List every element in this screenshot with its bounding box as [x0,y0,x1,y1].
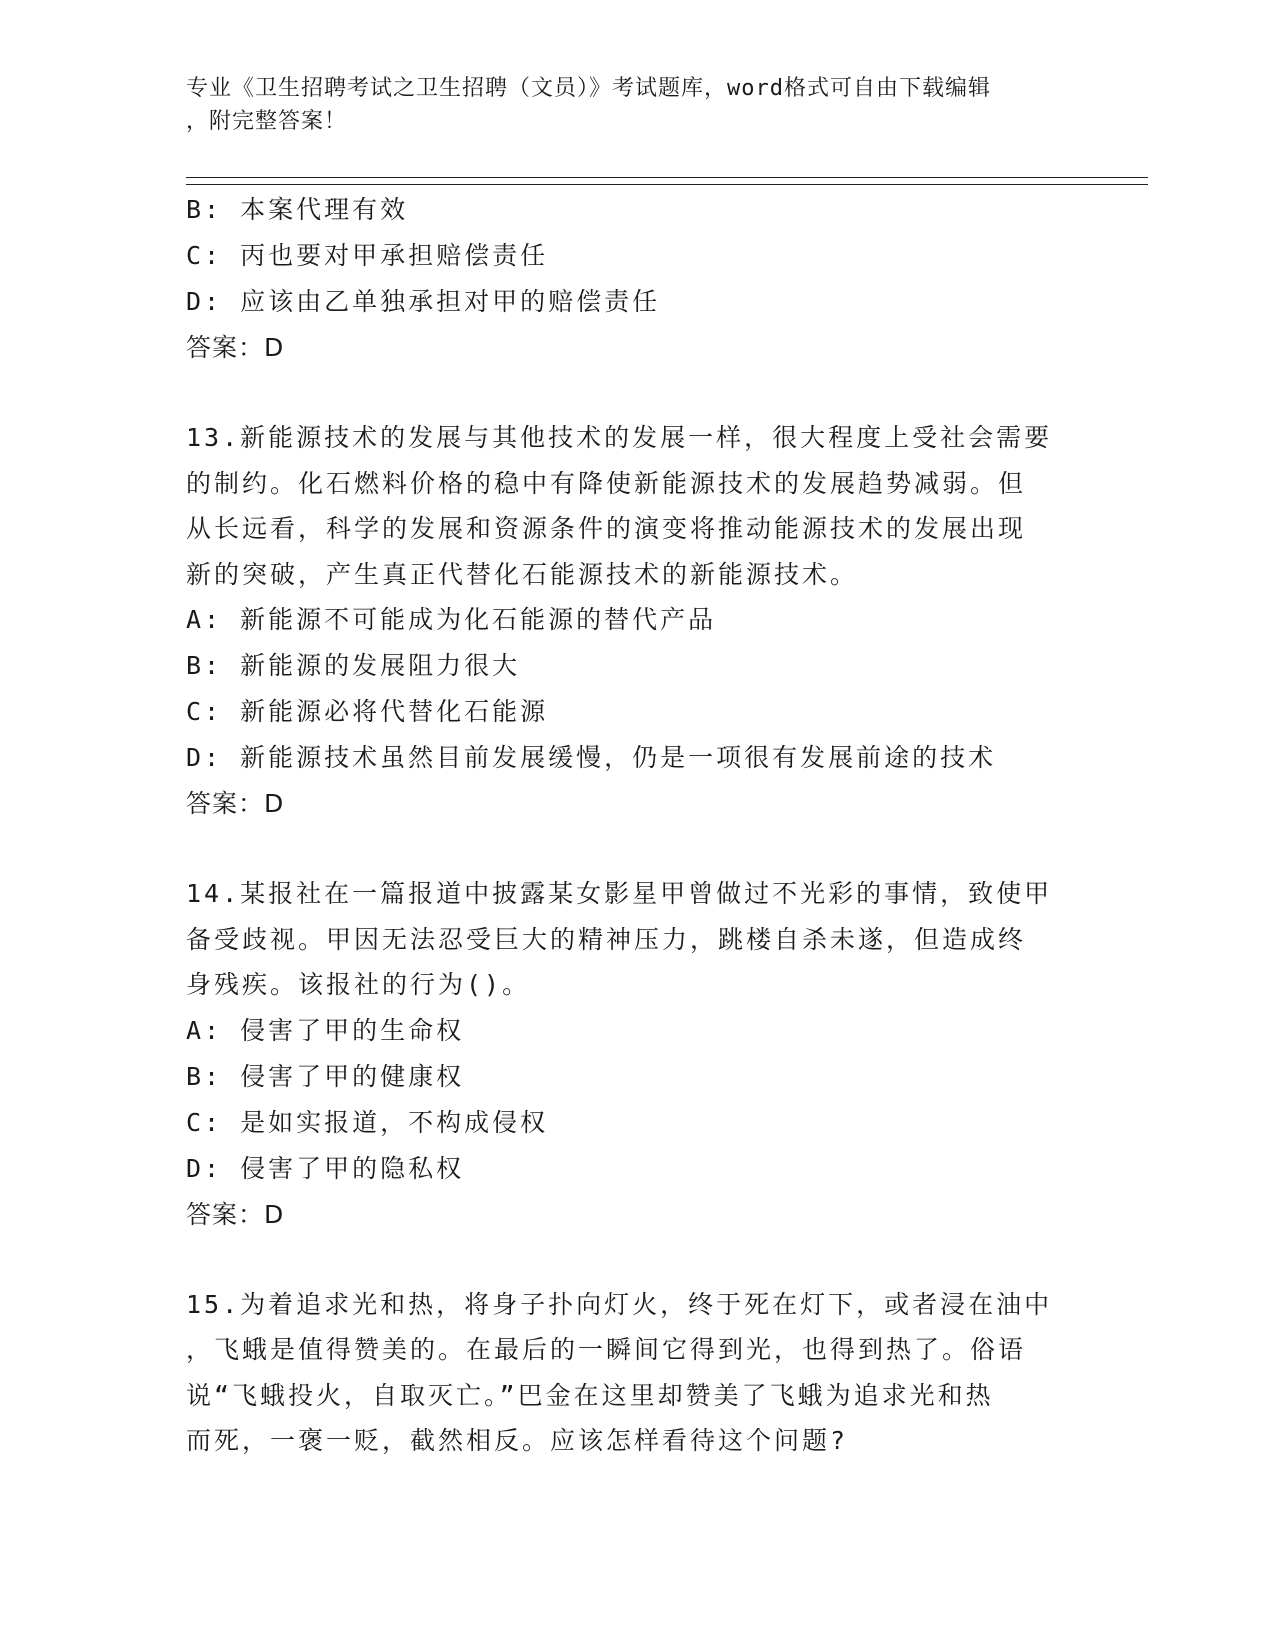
question-stem-line: 从长远看，科学的发展和资源条件的演变将推动能源技术的发展出现 [186,514,1027,543]
option-d: D: 侵害了甲的隐私权 [186,1153,465,1183]
answer-line: 答案：D [186,333,285,362]
option-c: C: 是如实报道，不构成侵权 [186,1107,549,1137]
question-stem-line: 14.某报社在一篇报道中披露某女影星甲曾做过不光彩的事情，致使甲 [186,879,1053,908]
question-stem-line: 说“飞蛾投火，自取灭亡。”巴金在这里却赞美了飞蛾为追求光和热 [186,1380,994,1410]
question-14 [186,871,1086,1238]
question-15 [186,1282,1086,1464]
option-d: D: 新能源技术虽然目前发展缓慢，仍是一项很有发展前途的技术 [186,743,997,772]
header-rule-top [186,177,1148,178]
question-stem-line: 13.新能源技术的发展与其他技术的发展一样，很大程度上受社会需要 [186,423,1053,452]
option-c: C: 新能源必将代替化石能源 [186,697,549,726]
header-rule-bottom [186,184,1148,185]
question-stem-line: 新的突破，产生真正代替化石能源技术的新能源技术。 [186,559,859,589]
question-content [186,187,1086,1464]
option-b: B: 本案代理有效 [186,195,409,224]
option-d: D: 应该由乙单独承担对甲的赔偿责任 [186,287,661,316]
question-stem-line: 身残疾。该报社的行为()。 [186,970,531,999]
option-c: C: 丙也要对甲承担赔偿责任 [186,241,549,270]
question-stem-line: 15.为着追求光和热，将身子扑向灯火，终于死在灯下，或者浸在油中 [186,1289,1053,1319]
question-stem-line: 而死，一褒一贬，截然相反。应该怎样看待这个问题? [186,1426,849,1455]
document-header [186,72,1066,138]
question-stem-line: 备受歧视。甲因无法忍受巨大的精神压力，跳楼自杀未遂，但造成终 [186,924,1027,954]
header-line-1: 专业《卫生招聘考试之卫生招聘（文员）》考试题库，word格式可自由下载编辑 [186,76,991,101]
question-13 [186,415,1086,827]
option-a: A: 侵害了甲的生命权 [186,1015,465,1045]
question-12-options [186,187,1086,371]
option-b: B: 侵害了甲的健康权 [186,1061,465,1091]
answer-line: 答案：D [186,1199,285,1229]
header-line-2: ，附完整答案！ [186,109,348,134]
question-stem-line: ，飞蛾是值得赞美的。在最后的一瞬间它得到光，也得到热了。俗语 [186,1335,1027,1364]
question-stem-line: 的制约。化石燃料价格的稳中有降使新能源技术的发展趋势减弱。但 [186,468,1027,498]
option-a: A: 新能源不可能成为化石能源的替代产品 [186,605,717,634]
option-b: B: 新能源的发展阻力很大 [186,651,521,680]
answer-line: 答案：D [186,789,285,818]
